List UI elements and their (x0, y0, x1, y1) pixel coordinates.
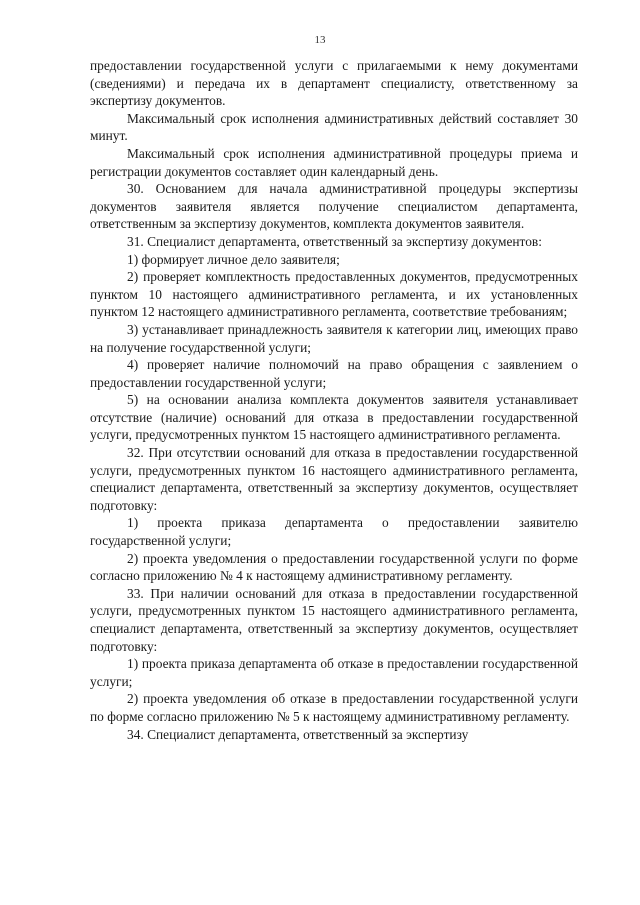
list-item: 2) проекта уведомления о предоставлении государственной услуги по форме согласно приложению № 4 к настоящему административному регламенту. (90, 550, 578, 584)
list-item: 1) формирует личное дело заявителя; (127, 251, 340, 267)
list-item: 3) устанавливает принадлежность заявителя к категории лиц, имеющих право на получение государственной услуги; (90, 321, 578, 355)
list-item: 2) проекта уведомления об отказе в предоставлении государственной услуги по форме согласно приложению № 5 к настоящему административному регламенту. (90, 691, 578, 724)
page-number: 13 (314, 34, 326, 46)
paragraph-item-30: 30. Основанием для начала административной процедуры экспертизы документов заявителя является получение специалистом департамента, ответственным за экспертизу документов, комплекта документов заявителя. (90, 181, 578, 232)
list-item: 1) проекта приказа департамента об отказе в предоставлении государственной услуги; (90, 656, 578, 689)
paragraph: Максимальный срок исполнения административной процедуры приема и регистрации документов составляет один календарный день. (90, 145, 578, 179)
paragraph-item-34: 34. Специалист департамента, ответственный за экспертизу (127, 726, 469, 742)
paragraph-continuation: предоставлении государственной услуги с прилагаемыми к нему документами (сведениями) и передача их в департамент специалисту, ответственному за экспертизу документов. (90, 58, 578, 109)
paragraph-item-31: 31. Специалист департамента, ответственный за экспертизу документов: (127, 233, 542, 249)
list-item: 2) проверяет комплектность предоставленных документов, предусмотренных пунктом 10 настоящего административного регламента, и их установленных пунктом 12 настоящего административного регламента, соответствие требованиям; (90, 269, 578, 320)
list-item: 1) проекта приказа департамента о предоставлении заявителю государственной услуги; (90, 515, 578, 549)
paragraph-item-33: 33. При наличии оснований для отказа в предоставлении государственной услуги, предусмотренных пунктом 15 настоящего административного регламента, специалист департамента, ответственный за экспертизу документов, осуществляет подготовку: (90, 585, 578, 654)
paragraph-item-32: 32. При отсутствии оснований для отказа в предоставлении государственной услуги, предусмотренных пунктом 16 настоящего административного регламента, специалист департамента, ответственный за экспертизу документов, осуществляет подготовку: (90, 445, 578, 513)
list-item: 5) на основании анализа комплекта документов заявителя устанавливает отсутствие (наличие) оснований для отказа в предоставлении государственной услуги, предусмотренных пунктом 15 настоящего административного регламента. (90, 392, 578, 443)
document-body (90, 57, 578, 743)
paragraph: Максимальный срок исполнения административных действий составляет 30 минут. (90, 110, 578, 144)
list-item: 4) проверяет наличие полномочий на право обращения с заявлением о предоставлении государственной услуги; (90, 357, 578, 390)
